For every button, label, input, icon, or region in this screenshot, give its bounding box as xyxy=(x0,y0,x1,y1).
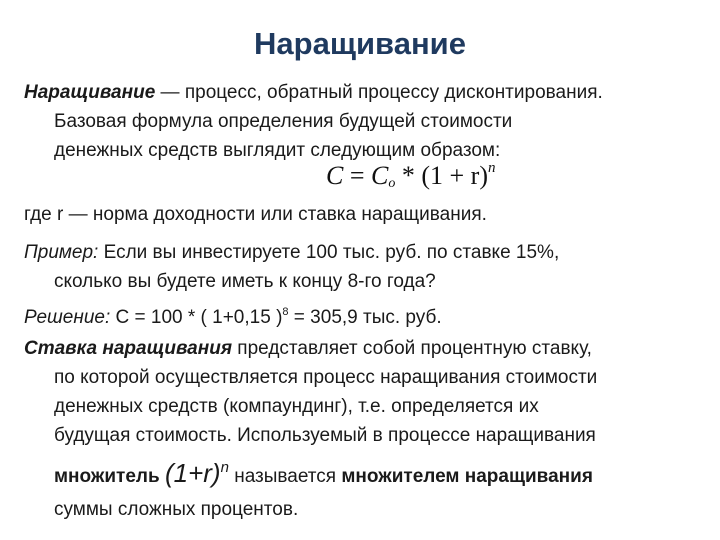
rate-term: Ставка наращивания xyxy=(24,338,233,359)
intro-line-1 xyxy=(24,78,704,107)
example-paragraph xyxy=(24,238,704,296)
rate-line-1-rest: представляет собой процентную ставку, xyxy=(232,338,592,359)
example-label: Пример: xyxy=(24,242,99,263)
page-title: Наращивание xyxy=(254,26,466,61)
formula-lhs: C xyxy=(326,161,344,190)
growth-factor-exp: n xyxy=(220,459,229,476)
future-value-formula xyxy=(326,160,496,192)
rate-line-1 xyxy=(24,334,704,363)
multiplier-word: множитель xyxy=(54,466,160,487)
rate-line-2: по которой осуществляется процесс наращивания стоимости xyxy=(54,367,598,388)
solution-exp: 8 xyxy=(282,306,289,318)
solution-line xyxy=(24,298,704,332)
solution-label: Решение: xyxy=(24,307,111,328)
intro-line-3: денежных средств выглядит следующим образом: xyxy=(54,140,501,161)
growth-factor-base: (1+r) xyxy=(164,458,221,488)
example-line-2: сколько вы будете иметь к концу 8-го года? xyxy=(54,271,436,292)
formula-exp: n xyxy=(488,160,496,176)
formula-sub: o xyxy=(388,176,396,191)
multiplier-term: множителем наращивания xyxy=(341,466,593,487)
example-line-1-text: Если вы инвестируете 100 тыс. руб. по ставке 15%, xyxy=(98,242,560,263)
growth-factor xyxy=(165,458,229,488)
solution-text: С = 100 * ( 1+0,15 ) xyxy=(110,307,283,328)
where-line: где r — норма доходности или ставка наращивания. xyxy=(24,204,487,225)
intro-paragraph xyxy=(24,78,704,165)
intro-line-1-rest: — процесс, обратный процессу дисконтирования. xyxy=(155,82,603,103)
intro-line-2: Базовая формула определения будущей стоимости xyxy=(54,111,513,132)
rate-paragraph xyxy=(24,334,704,524)
formula-rest: * (1 + r) xyxy=(395,161,488,190)
solution-tail: = 305,9 тыс. руб. xyxy=(288,307,442,328)
rate-line-5 xyxy=(24,450,704,495)
formula-eq: = xyxy=(343,161,372,190)
intro-term: Наращивание xyxy=(24,82,156,103)
called-word: называется xyxy=(228,466,342,487)
formula-c: C xyxy=(371,161,389,190)
rate-line-6: суммы сложных процентов. xyxy=(54,499,299,520)
rate-line-3: денежных средств (компаундинг), т.е. определяется их xyxy=(54,396,539,417)
example-line-1 xyxy=(24,238,704,267)
rate-line-4: будущая стоимость. Используемый в процессе наращивания xyxy=(54,425,596,446)
